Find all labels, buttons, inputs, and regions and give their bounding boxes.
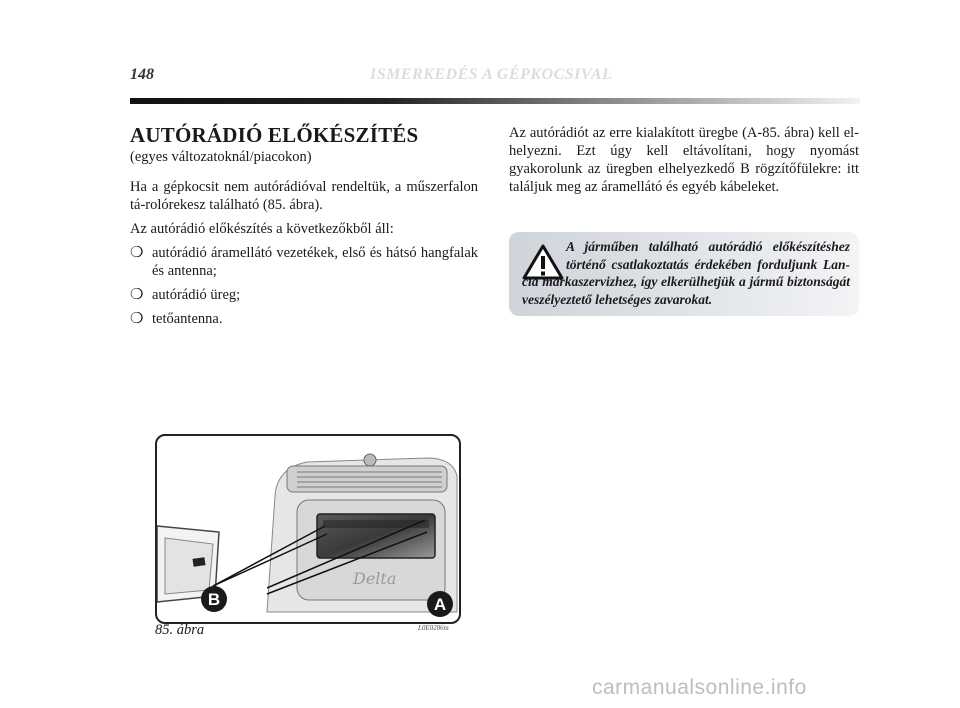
callout-a-label: A [433,595,447,614]
watermark[interactable]: carmanualsonline.info [592,676,807,699]
bullet-list [130,244,478,328]
warning-icon-space [522,238,566,272]
list-item-text: autórádió áramellátó vezetékek, első és hátsó hangfalak és antenna; [152,245,478,279]
right-paragraph: Az autórádiót az erre kialakított üregbe (A-85. ábra) kell el-helyezni. Ezt úgy kell eltávolítani, hogy nyomást gyakorolunk az üregben elhelyezkedő B rögzítőfülekre: itt találjuk meg az áramellátó és egyéb kábeleket. [509,125,859,195]
left-column [130,122,478,334]
page-number: 148 [130,66,154,83]
delta-script-logo: Delta [353,569,397,588]
list-item [130,286,478,304]
callout-a [427,591,453,617]
callout-b [201,586,227,612]
warning-text-wrap [522,238,850,308]
bullet-circle-icon: ❍ [130,311,144,327]
figure-code: L0E0286m [418,624,449,632]
warning-text: A járműben található autórádió előkészítéshez történő csatlakoztatás érdekében forduljunk Lan-cia márkaszervizhez, így elkerülhetjük a jármű biztonságát veszélyeztető lehetséges zavarokat. [522,239,850,307]
figure-caption: 85. ábra [155,622,205,638]
list-item [130,244,478,280]
list-item-text: autórádió üreg; [152,287,241,303]
dashboard-illustration [157,436,459,622]
figure-85 [155,434,461,624]
list-item [130,310,478,328]
running-title: ISMERKEDÉS A GÉPKOCSIVAL [370,66,613,83]
intro-paragraph: Ha a gépkocsit nem autórádióval rendeltük, a műszerfalon tá-rolórekesz található (85. ábra). [130,179,478,213]
warning-box [509,232,859,316]
section-title: AUTÓRÁDIÓ ELŐKÉSZÍTÉS [130,123,419,147]
right-column [509,124,859,202]
bullet-circle-icon: ❍ [130,287,144,303]
header-rule [130,98,860,104]
section-subtitle: (egyes változatoknál/piacokon) [130,149,312,165]
list-intro: Az autórádió előkészítés a következőkből áll: [130,221,394,237]
list-item-text: tetőantenna. [152,311,223,327]
callout-b-label: B [207,590,221,609]
bullet-circle-icon: ❍ [130,245,144,261]
